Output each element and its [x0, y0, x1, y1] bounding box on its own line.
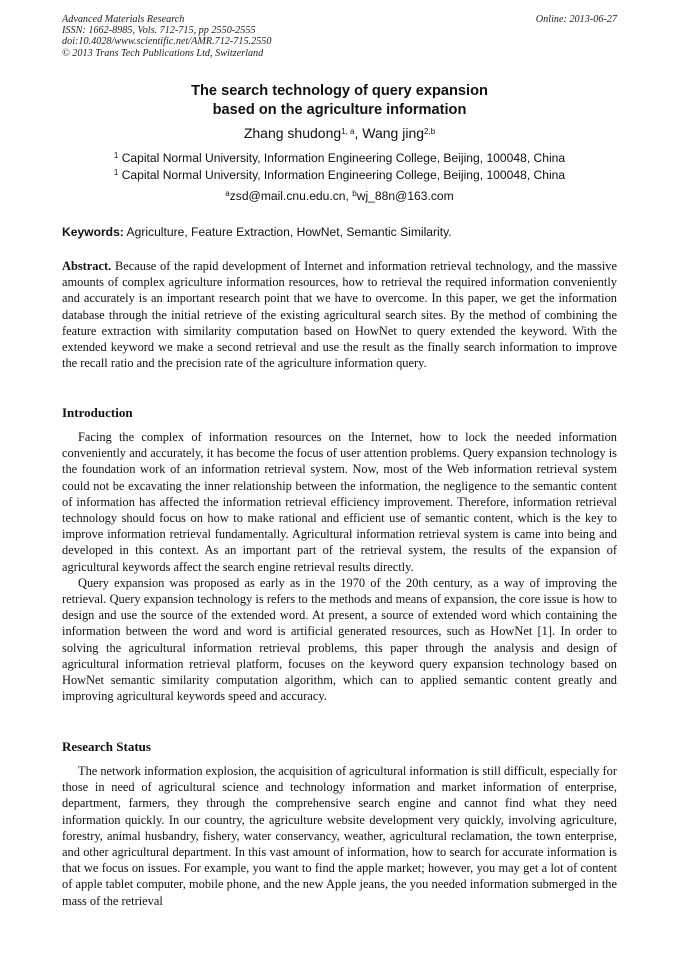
- research-status-body: [62, 763, 617, 909]
- section-heading-research-status: Research Status: [62, 739, 151, 754]
- email-address[interactable]: wj_88n@163.com: [356, 189, 454, 203]
- affiliation-superscript: 1: [113, 168, 119, 177]
- introduction-body: [62, 429, 617, 704]
- paper-title: [62, 82, 617, 120]
- journal-name: Advanced Materials Research: [62, 14, 185, 25]
- author-superscript: 1, a: [341, 127, 355, 136]
- affiliations: [62, 150, 617, 184]
- email-superscript: a: [225, 189, 230, 198]
- email-address[interactable]: zsd@mail.cnu.edu.cn: [229, 189, 346, 203]
- affiliation-text: Capital Normal University, Information Engineering College, Beijing, 100048, China: [121, 151, 566, 165]
- title-line-2: based on the agriculture information: [212, 102, 467, 118]
- doi-line[interactable]: doi:10.4028/www.scientific.net/AMR.712-715.2550: [62, 36, 272, 48]
- author-superscript: 2,b: [424, 127, 436, 136]
- issn-line: ISSN: 1662-8985, Vols. 712-715, pp 2550-2555: [62, 25, 256, 37]
- author-list: Zhang shudong$^{1, a}$, Wang jing$^{2,b}$: [243, 125, 436, 141]
- paragraph: Facing the complex of information resources on the Internet, how to lock the needed information conveniently and accurately, it has become the focus of user attention problems. Query expansion technology is the foundation work of an information retrieval system. Now, most of the Web information retrieval system could not be excavating the inner relationship between the information, the negligence to the semantic content of information has affected the information retrieval efficiency improvement. Therefore, information retrieval technology should focus on how to make rational and efficient use of semantic content, which is the key to improve information retrieval fundamentally. Agricultural information retrieval system is came into being and developed in this context. As an important part of the retrieval system, the results of the expansion of agricultural keywords affect the search engine retrieval results directly.: [62, 430, 617, 574]
- section-heading-introduction: Introduction: [62, 405, 133, 420]
- keywords-label: Keywords:: [62, 225, 124, 239]
- journal-header: [62, 14, 617, 59]
- keywords-text: Agriculture, Feature Extraction, HowNet, Semantic Similarity.: [126, 225, 452, 239]
- affiliation-line: [62, 150, 617, 167]
- paragraph: The network information explosion, the acquisition of agricultural information is still difficult, especially for those in need of agricultural science and technology information and market information of enterprise, department, farmers, they through the comprehensive search engine and cannot find what they need information quickly. In our country, the agriculture website development very quickly, involving agriculture, forestry, animal husbandry, fishery, water conservancy, weather, agricultural reclamation, the town enterprise, and other agricultural department. In this vast amount of information, how to search for accurate information is that we focus on issues. For example, you want to find the apple market; however, you may get a lot of content of apple tablet computer, mobile phone, and the new Apple jeans, the you needed information submerged in the mass of the retrieval: [62, 764, 617, 908]
- abstract-text: Because of the rapid development of Internet and information retrieval technology, and the massive amounts of complex agriculture information resources, how to retrieval the required information conveniently and accurately is an important research point that we have to overcome. In this paper, we get the information database through the initial retrieve of the existing agricultural search sites. By the method of combining the feature extraction with similarity computation based on HowNet to query extended the keyword. With the extended keyword we make a second retrieval and use the result as the finally search information to improve the recall ratio and the precision rate of the agriculture information query.: [62, 259, 617, 371]
- abstract: [62, 258, 617, 371]
- email-superscript: b: [352, 189, 357, 198]
- abstract-label: Abstract.: [62, 259, 112, 273]
- keywords-line: [62, 224, 617, 240]
- online-date: Online: 2013-06-27: [535, 14, 617, 25]
- affiliation-text: Capital Normal University, Information Engineering College, Beijing, 100048, China: [121, 168, 566, 182]
- copyright-line: © 2013 Trans Tech Publications Ltd, Switzerland: [62, 47, 264, 59]
- affiliation-superscript: 1: [113, 151, 119, 160]
- affiliation-line: [62, 167, 617, 184]
- paragraph: Query expansion was proposed as early as in the 1970 of the 20th century, as a way of improving the retrieval. Query expansion technology is refers to the methods and means of expansion, the core issue is how to design and use the source of the extended word. At present, a source of extended word which containing the information between the word and word is artificial generated resources, such as HowNet [1]. In order to solving the agricultural information retrieval problems, this paper through the analysis and design of agricultural information retrieval platform, focuses on the keyword query expansion technology based on HowNet semantic similarity computation algorithm, which can to applied semantic content greatly and improving agricultural keywords speed and accuracy.: [62, 575, 617, 704]
- author-name: Wang jing: [362, 125, 425, 141]
- author-name: Zhang shudong: [243, 125, 342, 141]
- title-line-1: The search technology of query expansion: [191, 83, 488, 99]
- email-line: $^a$zsd@mail.cnu.edu.cn, $^b$wj_88n@163.com: [225, 189, 454, 203]
